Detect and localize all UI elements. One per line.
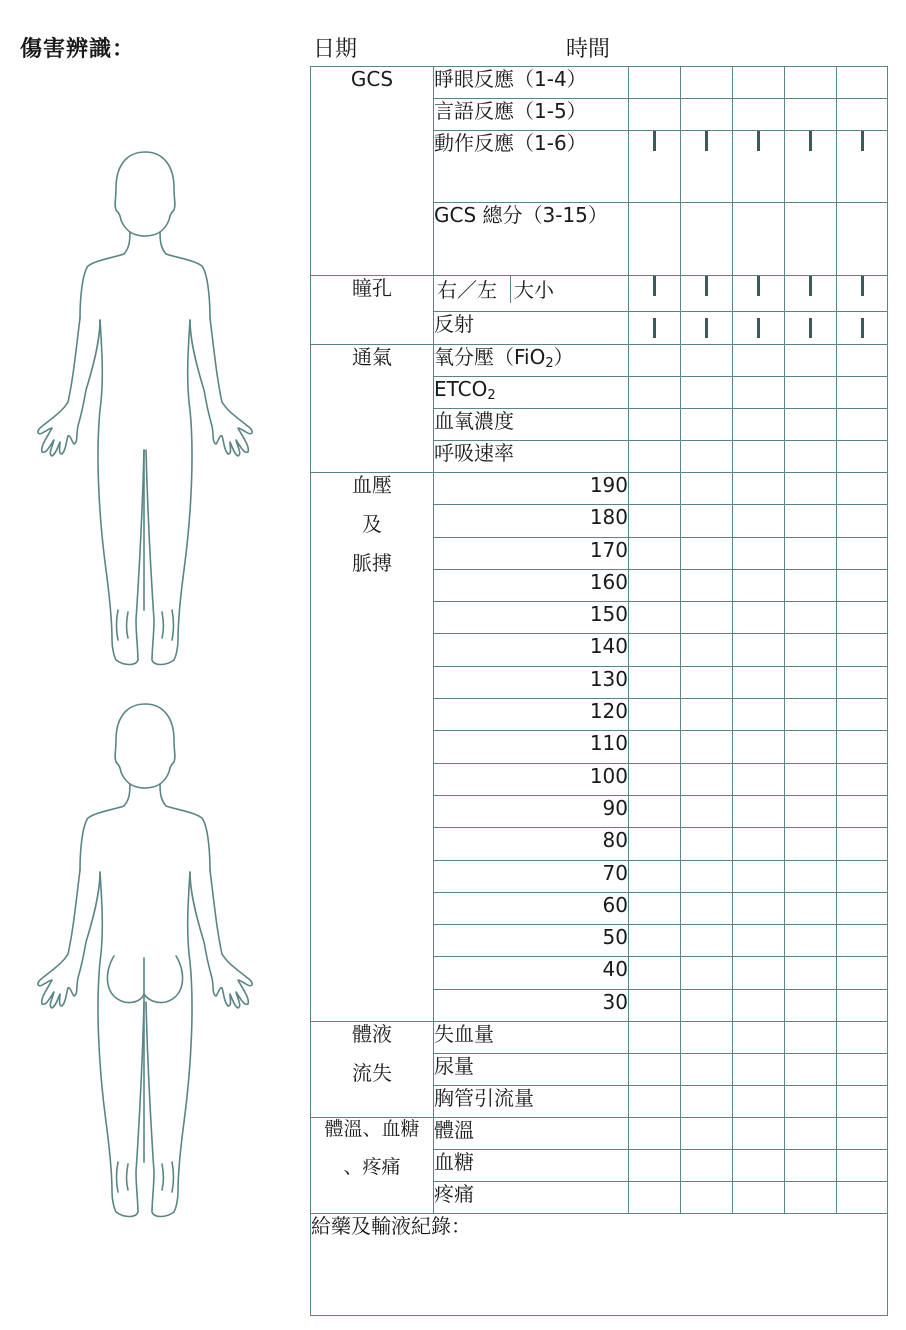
bp-scale-value: 170 [434,537,629,569]
cell[interactable] [785,602,837,634]
cell[interactable] [837,473,888,505]
cell[interactable] [681,1182,733,1214]
medication-notes-label: 給藥及輸液紀錄： [311,1214,471,1239]
cell[interactable] [629,569,681,601]
cell[interactable] [837,860,888,892]
cell[interactable] [785,276,837,312]
cell[interactable] [681,634,733,666]
cell[interactable] [733,569,785,601]
bp-scale-value: 30 [434,989,629,1021]
cell[interactable] [785,537,837,569]
cell[interactable] [629,1054,681,1086]
cell[interactable] [837,1054,888,1086]
cell[interactable] [681,1118,733,1150]
bp-scale-value: 50 [434,925,629,957]
cell[interactable] [837,67,888,99]
temp-label-line1: 體溫、血糖 [324,1118,420,1141]
cell[interactable] [733,99,785,131]
cell[interactable] [785,409,837,441]
fio2-main: FiO [514,345,546,369]
tick-mark [809,276,812,296]
cell[interactable] [837,699,888,731]
cell[interactable] [837,795,888,827]
fio2-row [311,345,888,377]
cell[interactable] [785,1182,837,1214]
cell[interactable] [785,99,837,131]
cell[interactable] [733,473,785,505]
time-label: 時間 [566,37,611,62]
cell[interactable] [629,131,681,203]
cell[interactable] [785,67,837,99]
cell[interactable] [785,860,837,892]
cell[interactable] [681,860,733,892]
etco2-label [434,377,629,409]
tick-mark [861,318,864,338]
cell[interactable] [629,505,681,537]
bp-scale-value: 160 [434,569,629,601]
bp-label-3: 脈搏 [352,551,392,575]
tick-mark [653,131,656,151]
tick-mark [705,318,708,338]
spo2-label: 血氧濃度 [434,409,629,441]
cell[interactable] [681,925,733,957]
cell[interactable] [733,276,785,312]
cell[interactable] [733,860,785,892]
cell[interactable] [785,1150,837,1182]
cell[interactable] [837,1118,888,1150]
cell[interactable] [837,1150,888,1182]
bp-scale-row [311,473,888,505]
fluid-loss-section-label [311,1022,434,1118]
tick-mark [653,318,656,338]
cell[interactable] [681,1054,733,1086]
cell[interactable] [681,203,733,276]
cell[interactable] [681,957,733,989]
bp-scale-value: 60 [434,892,629,924]
gcs-motor-label: 動作反應（1-6） [434,131,629,203]
cell[interactable] [785,957,837,989]
cell[interactable] [785,1054,837,1086]
fio2-prefix: 氧分壓（ [434,345,514,369]
gcs-section-label: GCS [311,67,434,276]
cell[interactable] [681,131,733,203]
cell[interactable] [681,441,733,473]
cell[interactable] [681,276,733,312]
pupil-size-row [311,276,888,312]
cell[interactable] [681,345,733,377]
cell[interactable] [837,345,888,377]
cell[interactable] [785,312,837,345]
pupil-size-label: 大小 [514,278,554,302]
bp-scale-value: 80 [434,828,629,860]
urine-label: 尿量 [434,1054,629,1086]
fio2-label [434,345,629,377]
cell[interactable] [681,377,733,409]
cell[interactable] [629,1182,681,1214]
bp-scale-value: 190 [434,473,629,505]
cell[interactable] [733,67,785,99]
cell[interactable] [733,634,785,666]
medication-notes-area[interactable] [311,1214,888,1316]
cell[interactable] [629,860,681,892]
vitals-chart-table [310,66,888,1316]
tick-mark [705,276,708,296]
cell[interactable] [681,505,733,537]
cell[interactable] [785,473,837,505]
cell[interactable] [785,795,837,827]
cell[interactable] [785,731,837,763]
cell[interactable] [733,925,785,957]
cell[interactable] [629,989,681,1021]
cell[interactable] [837,377,888,409]
cell[interactable] [733,763,785,795]
cell[interactable] [837,989,888,1021]
chest-tube-label: 胸管引流量 [434,1086,629,1118]
cell[interactable] [629,377,681,409]
tick-mark [861,131,864,151]
cell[interactable] [629,892,681,924]
cell[interactable] [837,925,888,957]
cell[interactable] [681,1150,733,1182]
bp-scale-value: 90 [434,795,629,827]
cell[interactable] [733,1086,785,1118]
bp-scale-value: 130 [434,666,629,698]
cell[interactable] [733,795,785,827]
cell[interactable] [629,828,681,860]
resp-rate-label: 呼吸速率 [434,441,629,473]
cell[interactable] [837,1086,888,1118]
cell[interactable] [837,441,888,473]
cell[interactable] [733,989,785,1021]
bp-scale-value: 70 [434,860,629,892]
cell[interactable] [733,602,785,634]
cell[interactable] [785,763,837,795]
tick-mark [653,276,656,296]
fluid-loss-label-line2: 流失 [352,1061,392,1086]
bp-label-2: 及 [362,512,382,536]
cell[interactable] [629,763,681,795]
cell[interactable] [629,699,681,731]
pupil-size-cell [434,276,629,312]
cell[interactable] [733,537,785,569]
tick-mark [861,276,864,296]
cell[interactable] [629,99,681,131]
cell[interactable] [733,203,785,276]
cell[interactable] [681,892,733,924]
cell[interactable] [629,602,681,634]
tick-mark [705,131,708,151]
gcs-verbal-label: 言語反應（1-5） [434,99,629,131]
cell[interactable] [837,1022,888,1054]
fio2-suffix: ） [553,345,574,369]
tick-mark [809,131,812,151]
cell[interactable] [837,666,888,698]
cell[interactable] [837,731,888,763]
bp-scale-value: 120 [434,699,629,731]
body-front-figure[interactable] [28,150,263,680]
ventilation-section-label: 通氣 [311,345,434,473]
cell[interactable] [837,763,888,795]
temperature-label: 體溫 [434,1118,629,1150]
cell[interactable] [733,409,785,441]
cell[interactable] [629,795,681,827]
cell[interactable] [785,505,837,537]
cell[interactable] [733,1022,785,1054]
cell[interactable] [837,505,888,537]
tick-mark [757,318,760,338]
bp-scale-value: 100 [434,763,629,795]
cell[interactable] [733,957,785,989]
medication-notes-row [311,1214,888,1316]
cell[interactable] [629,345,681,377]
cell[interactable] [681,989,733,1021]
glucose-label: 血糖 [434,1150,629,1182]
fio2-sub: 2 [545,356,554,371]
tick-mark [809,318,812,338]
cell[interactable] [629,409,681,441]
temp-section-label [311,1118,434,1214]
cell[interactable] [629,203,681,276]
pupil-section-label: 瞳孔 [311,276,434,345]
blood-loss-row [311,1022,888,1054]
gcs-eye-label: 睜眼反應（1-4） [434,67,629,99]
cell[interactable] [681,473,733,505]
pupil-reflex-label: 反射 [434,312,629,345]
cell[interactable] [785,666,837,698]
body-back-figure[interactable] [28,702,263,1232]
cell[interactable] [681,828,733,860]
gcs-eye-row [311,67,888,99]
cell[interactable] [785,203,837,276]
cell[interactable] [837,131,888,203]
cell[interactable] [785,892,837,924]
cell[interactable] [681,1086,733,1118]
bp-section-label [311,473,434,1022]
cell[interactable] [629,666,681,698]
cell[interactable] [785,925,837,957]
cell[interactable] [837,276,888,312]
etco2-sub: 2 [487,388,496,403]
cell[interactable] [837,99,888,131]
cell[interactable] [785,989,837,1021]
cell[interactable] [733,345,785,377]
bp-scale-value: 180 [434,505,629,537]
cell[interactable] [681,537,733,569]
bp-scale-value: 150 [434,602,629,634]
pain-label: 疼痛 [434,1182,629,1214]
cell[interactable] [837,602,888,634]
cell[interactable] [629,276,681,312]
cell[interactable] [837,537,888,569]
cell[interactable] [733,892,785,924]
gcs-total-label: GCS 總分（3-15） [434,203,629,276]
cell[interactable] [681,1022,733,1054]
cell[interactable] [629,731,681,763]
cell[interactable] [733,828,785,860]
etco2-main: ETCO [434,377,488,401]
cell[interactable] [733,441,785,473]
cell[interactable] [733,377,785,409]
cell[interactable] [785,1086,837,1118]
bp-pulse-block [311,473,888,1022]
injury-identification-heading: 傷害辨識： [20,37,136,62]
cell[interactable] [785,828,837,860]
cell[interactable] [733,131,785,203]
cell[interactable] [733,1182,785,1214]
cell[interactable] [837,892,888,924]
cell[interactable] [629,1022,681,1054]
cell[interactable] [681,409,733,441]
cell[interactable] [681,795,733,827]
cell[interactable] [785,441,837,473]
cell[interactable] [629,537,681,569]
cell[interactable] [785,634,837,666]
cell[interactable] [733,699,785,731]
cell[interactable] [681,699,733,731]
cell[interactable] [629,473,681,505]
cell[interactable] [785,345,837,377]
cell[interactable] [629,441,681,473]
cell[interactable] [837,203,888,276]
blood-loss-label: 失血量 [434,1022,629,1054]
cell[interactable] [629,67,681,99]
cell[interactable] [629,1118,681,1150]
cell[interactable] [629,634,681,666]
cell[interactable] [733,731,785,763]
cell[interactable] [681,666,733,698]
cell[interactable] [681,99,733,131]
cell[interactable] [681,67,733,99]
cell[interactable] [681,569,733,601]
cell[interactable] [629,312,681,345]
cell[interactable] [733,1150,785,1182]
date-label: 日期 [313,37,358,62]
bp-scale-value: 140 [434,634,629,666]
cell[interactable] [837,1182,888,1214]
cell[interactable] [837,312,888,345]
cell[interactable] [733,1054,785,1086]
cell[interactable] [837,569,888,601]
temperature-row [311,1118,888,1150]
cell[interactable] [733,312,785,345]
cell[interactable] [681,731,733,763]
tick-mark [757,276,760,296]
cell[interactable] [837,634,888,666]
cell[interactable] [785,1118,837,1150]
cell[interactable] [785,1022,837,1054]
cell[interactable] [733,505,785,537]
bp-label-1: 血壓 [352,473,392,497]
pupil-right-left-label: 右／左 [434,276,511,303]
bp-scale-value: 110 [434,731,629,763]
temp-label-line2: 、疼痛 [343,1155,401,1178]
cell[interactable] [837,409,888,441]
cell[interactable] [733,1118,785,1150]
cell[interactable] [785,699,837,731]
cell[interactable] [681,312,733,345]
tick-mark [757,131,760,151]
cell[interactable] [629,1086,681,1118]
fluid-loss-label-line1: 體液 [352,1022,392,1047]
cell[interactable] [837,828,888,860]
cell[interactable] [629,957,681,989]
cell[interactable] [785,569,837,601]
cell[interactable] [837,957,888,989]
cell[interactable] [785,377,837,409]
cell[interactable] [733,666,785,698]
cell[interactable] [629,925,681,957]
cell[interactable] [785,131,837,203]
cell[interactable] [629,1150,681,1182]
bp-scale-value: 40 [434,957,629,989]
cell[interactable] [681,763,733,795]
cell[interactable] [681,602,733,634]
